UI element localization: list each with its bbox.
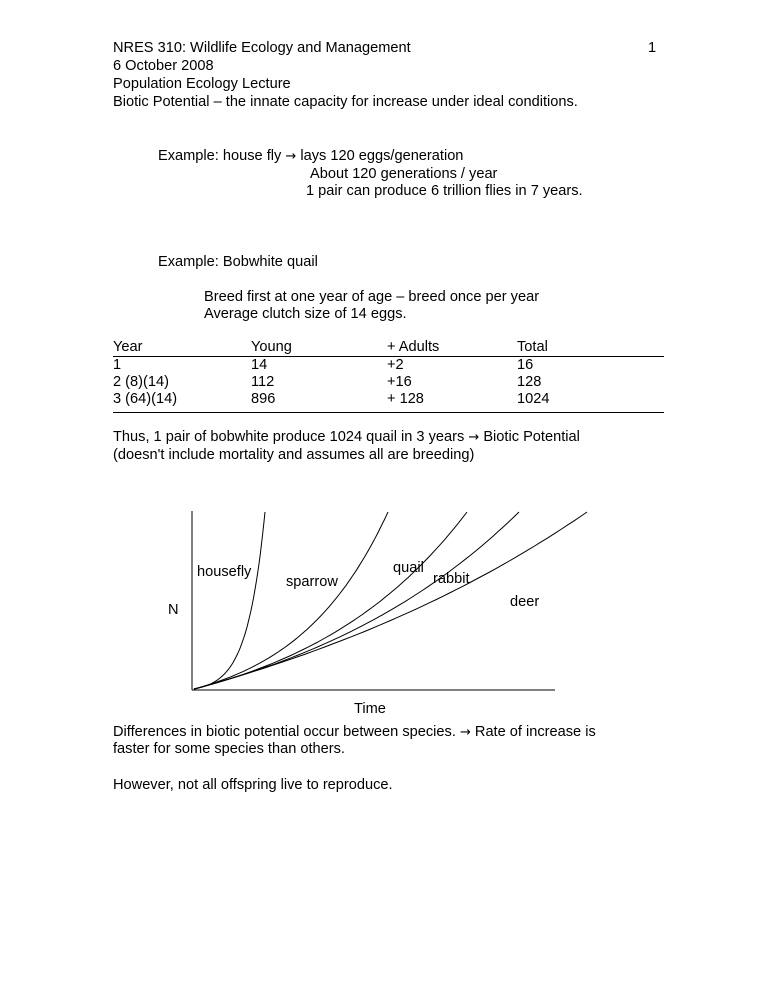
thus-note: (doesn't include mortality and assumes all are breeding)	[113, 447, 475, 463]
differences-line1	[113, 724, 596, 741]
cell-young: 112	[251, 374, 275, 390]
growth-curve-quail	[194, 512, 467, 689]
arrow-icon: →	[468, 430, 480, 445]
differences-line2: faster for some species than others.	[113, 741, 345, 757]
cell-adults: +2	[387, 357, 404, 373]
cell-year: 1	[113, 357, 122, 373]
cell-young: 896	[251, 391, 276, 407]
lecture-date: 6 October 2008	[113, 58, 214, 74]
housefly-eggs: lays 120 eggs/generation	[300, 148, 464, 164]
course-title: NRES 310: Wildlife Ecology and Management	[113, 40, 411, 56]
series-label-quail: quail	[393, 560, 424, 576]
series-label-rabbit: rabbit	[433, 571, 470, 587]
thus-conclusion: Biotic Potential	[483, 429, 580, 445]
differences-statement: Differences in biotic potential occur between species.	[113, 724, 456, 740]
col-adults: + Adults	[387, 339, 440, 355]
housefly-generations: About 120 generations / year	[310, 166, 498, 182]
series-label-deer: deer	[510, 594, 540, 610]
cell-adults: + 128	[387, 391, 424, 407]
cell-young: 14	[251, 357, 268, 373]
housefly-example-label: Example: house fly	[158, 148, 282, 164]
cell-year: 3 (64)(14)	[113, 391, 178, 407]
housefly-production: 1 pair can produce 6 trillion flies in 7 years.	[306, 183, 583, 199]
series-label-sparrow: sparrow	[286, 574, 338, 590]
x-axis-label: Time	[354, 701, 386, 717]
differences-conclusion: Rate of increase is	[474, 724, 596, 740]
y-axis-label: N	[168, 602, 179, 618]
offspring-note: However, not all offspring live to reproduce.	[113, 777, 393, 793]
growth-curve-housefly	[194, 512, 265, 689]
col-total: Total	[517, 339, 548, 355]
cell-total: 16	[517, 357, 534, 373]
arrow-icon: →	[285, 149, 297, 164]
growth-curve-sparrow	[194, 512, 388, 689]
cell-total: 1024	[517, 391, 550, 407]
lecture-title: Population Ecology Lecture	[113, 76, 291, 92]
col-year: Year	[113, 339, 143, 355]
cell-year: 2 (8)(14)	[113, 374, 169, 390]
page-number: 1	[648, 40, 657, 56]
cell-adults: +16	[387, 374, 412, 390]
col-young: Young	[251, 339, 292, 355]
series-label-housefly: housefly	[197, 564, 252, 580]
growth-curve-rabbit	[194, 512, 519, 689]
bobwhite-clutch: Average clutch size of 14 eggs.	[204, 306, 407, 322]
arrow-icon: →	[459, 725, 471, 740]
biotic-potential-definition: Biotic Potential – the innate capacity for increase under ideal conditions.	[113, 94, 578, 110]
cell-total: 128	[517, 374, 542, 390]
bobwhite-breeding: Breed first at one year of age – breed once per year	[204, 289, 540, 305]
thus-statement: Thus, 1 pair of bobwhite produce 1024 quail in 3 years	[113, 429, 465, 445]
bobwhite-example-heading: Example: Bobwhite quail	[158, 254, 318, 270]
